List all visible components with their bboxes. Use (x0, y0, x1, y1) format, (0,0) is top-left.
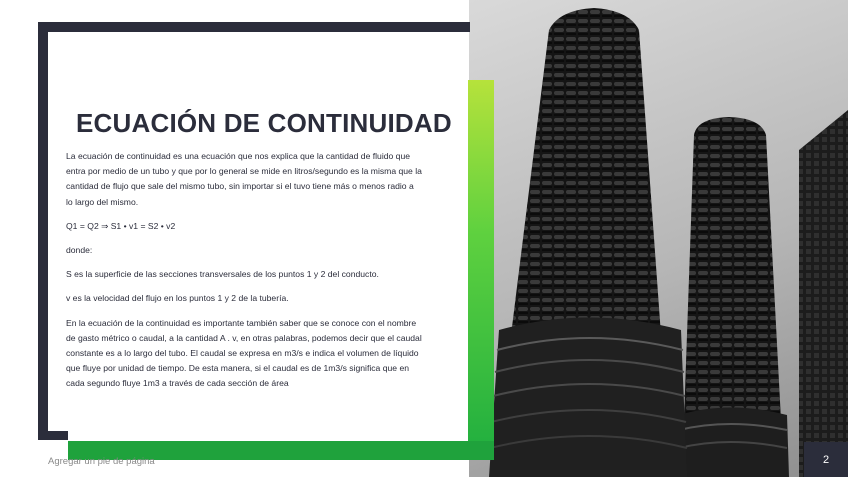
green-accent-bar-vertical (468, 80, 494, 460)
footer-text[interactable]: Agregar un pie de página (48, 456, 155, 467)
page-number: 2 (804, 442, 848, 477)
paragraph-donde: donde: (66, 245, 93, 256)
frame-left-bar (38, 22, 48, 440)
paragraph-caudal: En la ecuación de la continuidad es importante también saber que se conoce con el nombre de gasto métrico o caudal, a la cantidad A . v, en otras palabras, podemos decir que el caudal constante es a lo largo del tubo. El caudal se expresa en m3/s e indica el volumen de líquido que fluye por unidad de tiempo. De esta manera, si el caudal es de 1m3/s significa que en cada segundo fluye 1m3 a través de cada sección de área (66, 317, 422, 389)
building-photo (469, 0, 848, 477)
slide-body[interactable] (66, 149, 422, 401)
paragraph-equation: Q1 = Q2 ⇒ S1 • v1 = S2 • v2 (66, 220, 176, 231)
slide-title[interactable]: ECUACIÓN DE CONTINUIDAD (76, 108, 452, 138)
paragraph-s-definition: S es la superficie de las secciones transversales de los puntos 1 y 2 del conducto. (66, 269, 379, 280)
towers-image (469, 0, 848, 477)
frame-bottom-bar (38, 431, 68, 440)
paragraph-definition: La ecuación de continuidad es una ecuación que nos explica que la cantidad de fluido que entra por medio de un tubo y que por lo general se mide en litros/segundo es la misma que la cantidad de flujo que sale del mismo tubo, sin importar si el tuvo tiene más o menos radio a lo largo del mismo. (66, 151, 422, 207)
frame-top-bar (38, 22, 470, 32)
paragraph-v-definition: v es la velocidad del flujo en los puntos 1 y 2 de la tubería. (66, 293, 289, 304)
